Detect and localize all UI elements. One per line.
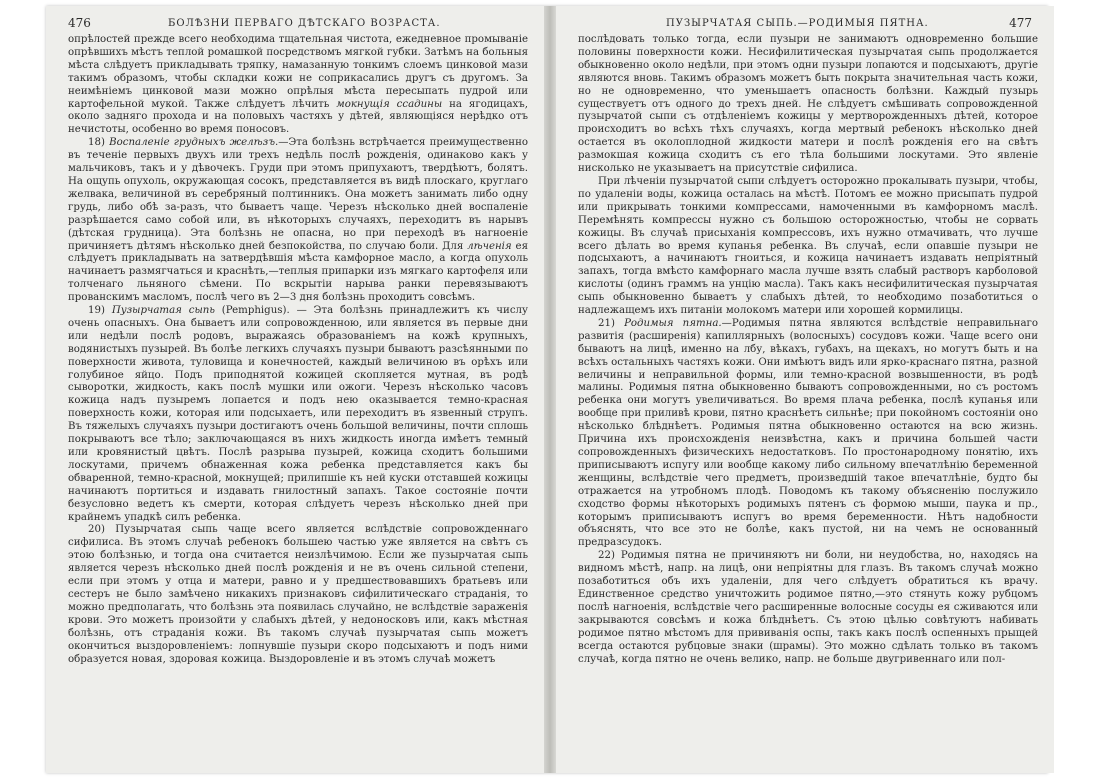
running-head: ПУЗЫРЧАТАЯ СЫПЬ.—РОДИМЫЯ ПЯТНА.: [666, 18, 929, 29]
italic-term: Родимыя пятна.: [624, 317, 722, 329]
text-run: 19): [88, 305, 112, 317]
body-paragraph: [68, 34, 528, 137]
text-run: ея слѣдуетъ прикладывать на затвердѣвшія мѣста камфорное масло, а когда опухоль начинаетъ размягчаться и краснѣть,—теплыя припарки изъ мягкаго картофеля или толченаго льняного сѣмени. По вскрытіи нарыва ранки перевязываютъ прованскимъ масломъ, послѣ чего въ 2—3 дня болѣзнь проходитъ совсѣмъ.: [68, 240, 528, 304]
page-number: 476: [68, 16, 91, 30]
italic-term: лѣченія: [467, 240, 512, 252]
body-paragraph: [578, 550, 1038, 666]
text-run: опрѣлостей прежде всего необходима тщательная чистота, ежедневное промываніе опрѣвшихъ мѣстъ теплой ромашкой посредствомъ мягкой губки. Затѣмъ на больныя мѣста слѣдуетъ прикладывать тряпку, намазанную тонкимъ слоемъ цинковой мази такимъ образомъ, чтобы складки кожи не соприкасались другъ съ другомъ. За неимѣніемъ цинковой мази можно опрѣлыя мѣста пересыпать пудрой или картофельной мукой. Также слѣдуетъ лѣчить: [68, 34, 528, 110]
book-spread: [46, 6, 1048, 773]
page-header: [68, 16, 522, 32]
text-run: на ягодицахъ, около задняго прохода и на половыхъ частяхъ у дѣтей, являющіяся нерѣдко отъ нечистоты, особенно во время поносовъ.: [68, 98, 528, 136]
text-run: 22) Родимыя пятна не причиняютъ ни боли, ни неудобства, но, находясь на видномъ мѣстѣ, напр. на лицѣ, они непріятны для глазъ. Въ такомъ случаѣ можно позаботиться объ ихъ удаленіи, для чего слѣдуетъ обратиться къ врачу. Единственное средство уничтожить родимое пятно,—это стянуть кожу рубцомъ послѣ нагноенія, вслѣдствіе чего расширенные волосные сосуды ея сживаются или закрываются совсѣмъ и кожа блѣднѣетъ. Съ этою цѣлью совѣтуютъ набивать родимое пятно мѣстомъ для прививанія оспы, такъ какъ послѣ оспенныхъ прыщей всегда остаются рубцовые знаки (шрамы). Это можно сдѣлать только въ такомъ случаѣ, когда пятно не очень велико, напр. не больше двугривеннаго или пол-: [578, 550, 1038, 665]
book-gutter: [544, 6, 556, 773]
running-head: БОЛѢЗНИ ПЕРВАГО ДѢТСКАГО ВОЗРАСТА.: [168, 18, 441, 29]
text-run: —Родимыя пятна являются вслѣдствіе неправильнаго развитія (расширенія) капиллярныхъ (волосныхъ) сосудовъ кожи. Чаще всего они бываютъ на лицѣ, именно на лбу, вѣкахъ, губахъ, на щекахъ, но могутъ быть и на всѣхъ остальныхъ частяхъ кожи. Они имѣютъ видъ или ярко-краснаго пятна, разной величины и неправильной формы, или темно-красной возвышенности, въ родѣ малины. Родимыя пятна обыкновенно бываютъ сопровожденными, но съ ростомъ ребенка они могутъ увеличиваться. Во время плача ребенка, послѣ купанья или вообще при приливѣ крови, пятно краснѣетъ сильнѣе; при покойномъ состояніи оно нѣсколько блѣднѣетъ. Родимыя пятна обыкновенно остаются на всю жизнь. Причина ихъ происхожденія неизвѣстна, какъ и причина большей части сопровожденныхъ физическихъ недостатковъ. По простонародному понятію, ихъ приписываютъ испугу или вообще какому либо сильному впечатлѣнію беременной женщины, вслѣдствіе чего предметъ, произведшій такое впечатлѣніе, будто бы отражается на утробномъ плодѣ. Поводомъ къ такому объясненію послужило сходство формы нѣкоторыхъ родимыхъ пятенъ съ формою мыши, паука и пр., которымъ приписываютъ испугъ во время беременности. Нѣтъ надобности объяснять, что все это не болѣе, какъ пустой, ни на чемъ не основанный предразсудокъ.: [578, 317, 1038, 549]
body-paragraph: [578, 34, 1038, 176]
page-number: 477: [1009, 16, 1032, 30]
right-page: [556, 6, 1054, 773]
italic-term: мокнущія ссадины: [336, 98, 443, 110]
text-run: —Эта болѣзнь встрѣчается преимущественно въ теченіе первыхъ двухъ или трехъ недѣль послѣ рожденія, одинаково какъ у мальчиковъ, такъ и у дѣвочекъ. Груди при этомъ припухаютъ, твердѣютъ, болятъ. На ощупь опухоль, окружающая сосокъ, представляется въ видѣ плоскаго, круглаго желвака, величиной въ серебряный полтинникъ. Она можетъ занимать либо одну грудь, либо обѣ за-разъ, что бываетъ чаще. Черезъ нѣсколько дней воспаленіе разрѣшается само собой или, въ нѣкоторыхъ случаяхъ, переходитъ въ нарывъ (дѣтская грудница). Эта болѣзнь не опасна, но при переходѣ въ нагноеніе причиняетъ дѣтямъ нѣсколько дней безпокойства, по случаю боли. Для: [68, 137, 528, 252]
body-paragraph: [578, 318, 1038, 550]
text-run: 18): [88, 137, 110, 149]
page-body-text: [68, 34, 528, 771]
italic-term: Пузырчатая сыпь: [111, 305, 215, 317]
text-run: послѣдовать только тогда, если пузыри не занимаютъ одновременно большие половины поверхности кожи. Несифилитическая пузырчатая сыпь продолжается обыкновенно около недѣли, при этомъ одни пузыри лопаются и подсыхаютъ, другіе являются вновь. Такимъ образомъ можетъ быть покрыта значительная часть кожи, но не одновременно, что уменьшаетъ опасность болѣзни. Каждый пузырь существуетъ отъ одного до трехъ дней. Не слѣдуетъ смѣшивать сопровожденной пузырчатой сыпи съ отдѣленіемъ кожицы у мертворожденныхъ дѣтей, которое происходитъ во всѣхъ тѣхъ случаяхъ, когда мертвый ребенокъ нѣсколько дней остается въ околоплодной жидкости матери и послѣ рожденія его на свѣтъ размокшая кожица сходитъ съ его тѣла большими лоскутами. Это явленіе нисколько не указываетъ на присутствіе сифилиса.: [578, 34, 1038, 175]
body-paragraph: [68, 524, 528, 666]
page-header: [578, 16, 1032, 32]
body-paragraph: [578, 176, 1038, 318]
text-run: 21): [598, 317, 625, 329]
italic-term: Воспаленіе грудныхъ желѣзъ.: [109, 137, 279, 149]
page-body-text: [578, 34, 1038, 771]
text-run: При лѣченіи пузырчатой сыпи слѣдуетъ осторожно прокалывать пузыри, чтобы, по удаленіи воды, кожица осталась на мѣстѣ. Потомъ ее можно присыпать пудрой или прикрывать тонкими компрессами, намоченными въ камфорномъ маслѣ. Перемѣнять компрессы нужно съ большою осторожностью, чтобы не сорвать кожицы. Въ случаѣ присыханія компрессовъ, ихъ нужно отмачивать, что лучше всего дѣлать во время купанья ребенка. Въ случаѣ, если опавшіе пузыри не подсыхаютъ, а начинаютъ гноиться, и кожица начинаетъ издавать непріятный запахъ, тогда вмѣсто камфорнаго масла лучше взять слабый растворъ карболовой кислоты (одинъ граммъ на унцію масла). Такъ какъ несифилитическая пузырчатая сыпь обыкновенно бываетъ у слабыхъ дѣтей, то необходимо позаботиться о надлежащемъ ихъ питаніи молокомъ матери или хорошей кормилицы.: [578, 175, 1038, 317]
left-page: [46, 6, 544, 773]
body-paragraph: [68, 305, 528, 524]
text-run: 20) Пузырчатая сыпь чаще всего является вслѣдствіе сопровожденнаго сифилиса. Въ этомъ случаѣ ребенокъ большею частью уже является на свѣтъ съ этою болѣзнью, и тогда она считается неизлѣчимою. Если же пузырчатая сыпь является черезъ нѣсколько дней послѣ рожденія и не въ очень сильной степени, если при этомъ у отца и матери, равно и у предшествовавшихъ братьевъ или сестеръ не было замѣчено никакихъ признаковъ сифилитическаго страданія, то можно предполагать, что болѣзнь эта появилась случайно, не вслѣдствіе зараженія крови. Это можетъ произойти у слабыхъ дѣтей, у недоносковъ или, какъ мѣстная болѣзнь, отъ страданія кожи. Въ такомъ случаѣ пузырчатая сыпь можетъ окончиться выздоровленіемъ: лопнувшіе пузыри скоро подсыхаютъ и подъ ними образуется новая, здоровая кожица. Выздоровленіе и въ этомъ случаѣ можетъ: [68, 524, 528, 665]
body-paragraph: [68, 137, 528, 305]
text-run: (Pemphigus). — Эта болѣзнь принадлежитъ къ числу очень опасныхъ. Она бываетъ или сопровожденною, или является въ первые дни или недѣли послѣ родовъ, выражаясь образованіемъ на кожѣ крупныхъ, водянистыхъ пузырей. Въ болѣе легкихъ случаяхъ пузыри бываютъ разсѣянными по поверхности живота, туловища и конечностей, каждый величиною въ орѣхъ или голубиное яйцо. Подъ приподнятой кожицей скопляется мутная, въ родѣ сыворотки, жидкость, какъ послѣ мушки или ожоги. Черезъ нѣсколько часовъ кожица надъ пузыремъ лопается и подъ нею оказывается темно-красная поверхность кожи, которая или подсыхаетъ, или переходитъ въ язвенный струпъ. Въ тяжелыхъ случаяхъ пузыри достигаютъ очень большой величины, почти сплошь покрываютъ все тѣло; заключающаяся въ нихъ жидкость иногда имѣетъ темный или кровянистый цвѣтъ. Послѣ разрыва пузырей, кожица сходитъ большими лоскутами, причемъ обнаженная кожа ребенка представляется какъ бы обваренной, темно-красной, мокнущей; прилипшіе къ ней куски отставшей кожицы начинаютъ портиться и издавать гнилостный запахъ. Такое состояніе почти безусловно ведетъ къ смерти, которая слѣдуетъ черезъ нѣсколько дней при крайнемъ упадкѣ силъ ребенка.: [68, 305, 528, 523]
